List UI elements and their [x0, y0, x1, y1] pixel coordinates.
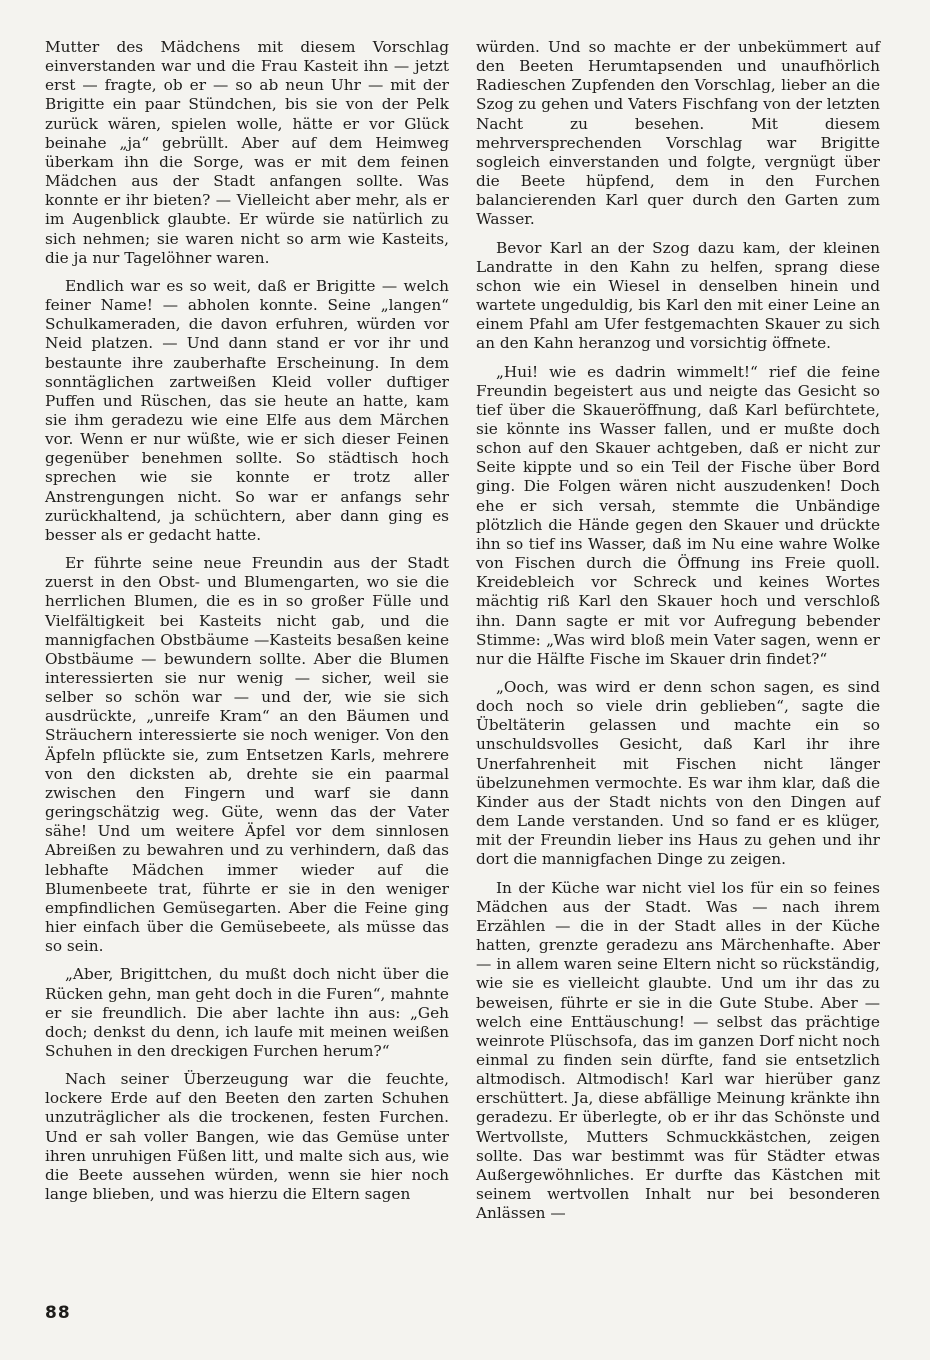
right-text-column — [476, 38, 880, 1232]
left-text-column — [45, 38, 449, 1213]
paragraph: Nach seiner Überzeugung war die feuchte, lockere Erde auf den Beeten den zarten Schuhen unzuträglicher als die trockenen, festen Furchen. Und er sah voller Bangen, wie das Gemüse unter ihren unruhigen Füßen litt, und malte sich aus, wie die Beete aussehen würden, wenn sie hier noch lange blieben, und was hierzu die Eltern sagen — [45, 1070, 449, 1204]
paragraph: würden. Und so machte er der unbekümmert auf den Beeten Herumtapsenden und unaufhörlich Radieschen Zupfenden den Vorschlag, lieber an die Szog zu gehen und Vaters Fischfang von der letzten Nacht zu besehen. Mit diesem mehrversprechenden Vorschlag war Brigitte sogleich einverstanden und folgte, vergnügt über die Beete hüpfend, dem in den Furchen balancierenden Karl quer durch den Garten zum Wasser. — [476, 38, 880, 229]
paragraph: Mutter des Mädchens mit diesem Vorschlag einverstanden war und die Frau Kasteit ihn — jetzt erst — fragte, ob er — so ab neun Uhr — mit der Brigitte ein paar Stündchen, bis sie von der Pelk zurück wären, spielen wolle, hätte er vor Glück beinahe „ja“ gebrüllt. Aber auf dem Heimweg überkam ihn die Sorge, was er mit dem feinen Mädchen aus der Stadt anfangen sollte. Was konnte er ihr bieten? — Vielleicht aber mehr, als er im Augenblick glaubte. Er würde sie natürlich zu sich nehmen; sie waren nicht so arm wie Kasteits, die ja nur Tagelöhner waren. — [45, 38, 449, 267]
paragraph: Er führte seine neue Freundin aus der Stadt zuerst in den Obst- und Blumengarten, wo sie die herrlichen Blumen, die es in so großer Fülle und Vielfältigkeit bei Kasteits nicht gab, und die mannigfachen Obstbäume —Kasteits besaßen keine Obstbäume — bewundern sollte. Aber die Blumen interessierten sie nur wenig — sicher, weil sie selber so schön war — und der, wie sie sich ausdrückte, „unreife Kram“ an den Bäumen und Sträuchern interessierte sie noch weniger. Von den Äpfeln pflückte sie, zum Entsetzen Karls, mehrere von den dicksten ab, drehte sie ein paarmal zwischen den Fingern und warf sie dann geringschätzig weg. Güte, wenn das der Vater sähe! Und um weitere Äpfel vor dem sinnlosen Abreißen zu bewahren und zu verhindern, daß das lebhafte Mädchen immer wieder auf die Blumenbeete trat, führte er sie in den weniger empfindlichen Gemüsegarten. Aber die Feine ging hier einfach über die Gemüsebeete, als müsse das so sein. — [45, 554, 449, 956]
paragraph: „Aber, Brigittchen, du mußt doch nicht über die Rücken gehn, man geht doch in die Furen“, mahnte er sie freundlich. Die aber lachte ihn aus: „Geh doch; denkst du denn, ich laufe mit meinen weißen Schuhen in den dreckigen Furchen herum?“ — [45, 965, 449, 1060]
paragraph: Bevor Karl an der Szog dazu kam, der kleinen Landratte in den Kahn zu helfen, sprang diese schon wie ein Wiesel in denselben hinein und wartete ungeduldig, bis Karl den mit einer Leine an einem Pfahl am Ufer festgemachten Skauer zu sich an den Kahn heranzog und vorsichtig öffnete. — [476, 238, 880, 353]
page-number: 88 — [45, 1303, 71, 1323]
paragraph: „Ooch, was wird er denn schon sagen, es sind doch noch so viele drin geblieben“, sagte die Übeltäterin gelassen und machte ein so unschuldsvolles Gesicht, daß Karl ihr ihre Unerfahrenheit mit Fischen nicht länger übelzunehmen vermochte. Es war ihm klar, daß die Kinder aus der Stadt nichts von den Dingen auf dem Lande verstanden. Und so fand er es klüger, mit der Freundin lieber ins Haus zu gehen und ihr dort die mannigfachen Dinge zu zeigen. — [476, 678, 880, 869]
paragraph: In der Küche war nicht viel los für ein so feines Mädchen aus der Stadt. Was — nach ihrem Erzählen — die in der Stadt alles in der Küche hatten, grenzte geradezu ans Märchenhafte. Aber — in allem waren seine Eltern nicht so rückständig, wie sie es vielleicht glaubte. Und um ihr das zu beweisen, führte er sie in die Gute Stube. Aber — welch eine Enttäuschung! — selbst das prächtige weinrote Plüschsofa, das im ganzen Dorf nicht noch einmal zu finden sein dürfte, fand sie entsetzlich altmodisch. Altmodisch! Karl war hierüber ganz erschüttert. Ja, diese abfällige Meinung kränkte ihn geradezu. Er überlegte, ob er ihr das Schönste und Wertvollste, Mutters Schmuckkästchen, zeigen sollte. Das war bestimmt was für Städter etwas Außergewöhnliches. Er durfte das Kästchen mit seinem wertvollen Inhalt nur bei besonderen Anlässen — — [476, 878, 880, 1223]
paragraph: „Hui! wie es dadrin wimmelt!“ rief die feine Freundin begeistert aus und neigte das Gesicht so tief über die Skaueröffnung, daß Karl befürchtete, sie könnte ins Wasser fallen, und er mußte doch schon auf den Skauer achtgeben, daß er nicht zur Seite kippte und so ein Teil der Fische über Bord ging. Die Folgen wären nicht auszudenken! Doch ehe er sich versah, stemmte die Unbändige plötzlich die Hände gegen den Skauer und drückte ihn so tief ins Wasser, daß im Nu eine wahre Wolke von Fischen durch die Öffnung ins Freie quoll. Kreidebleich vor Schreck und keines Wortes mächtig riß Karl den Skauer hoch und verschloß ihn. Dann sagte er mit vor Aufregung bebender Stimme: „Was wird bloß mein Vater sagen, wenn er nur die Hälfte Fische im Skauer drin findet?“ — [476, 362, 880, 668]
paragraph: Endlich war es so weit, daß er Brigitte — welch feiner Name! — abholen konnte. Seine „langen“ Schulkameraden, die davon erfuhren, würden vor Neid platzen. — Und dann stand er vor ihr und bestaunte ihre zauberhafte Erscheinung. In dem sonntäglichen zartweißen Kleid voller duftiger Puffen und Rüschen, das sie heute an hatte, kam sie ihm geradezu wie eine Elfe aus dem Märchen vor. Wenn er nur wüßte, wie er sich dieser Feinen gegenüber benehmen sollte. So städtisch hoch sprechen wie sie konnte er trotz aller Anstrengungen nicht. So war er anfangs sehr zurückhaltend, ja schüchtern, aber dann ging es besser als er gedacht hatte. — [45, 276, 449, 544]
